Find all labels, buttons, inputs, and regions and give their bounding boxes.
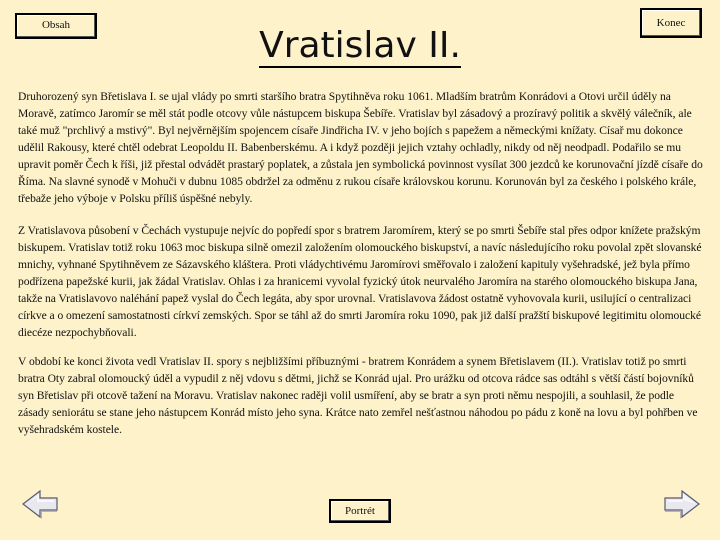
forward-arrow-icon[interactable] bbox=[662, 488, 702, 520]
paragraph-dispute: Z Vratislavova působení v Čechách vystupuje nejvíc do popředí spor s bratrem Jaromírem, který se po smrti Šebíře stal přes odpor knížete pražským biskupem. Vratislav totiž roku 1063 moc biskupa silně omezil založením olomouckého biskupství, a navíc následujícího roku povolal zpět slovanské mnichy, vyhnané Spytihněvem ze Sázavského kláštera. Proti vládychtivému Jaromírovi směřovalo i založení kapituly vyšehradské, jež byla přímo podřízena papežské kurii, jak žádal Vratislav. Ohlas i za hranicemi vyvolal fyzický útok neurvalého Jaromíra na starého olomouckého biskupa Jana, takže na Vratislavovo naléhání papež vyslal do Čech legáta, aby spor urovnal. Vratislavova žádost ostatně vyhovovala kurii, usilující o centralizaci církve a o omezení samostatnosti církví zemských. Spor se táhl až do smrti Jaromíra roku 1090, pak již další pražští biskupové legitimitu olomoucké diecéze nezpochybňovali. bbox=[18, 224, 702, 339]
back-arrow-icon[interactable] bbox=[20, 488, 60, 520]
back-arrow-graphic bbox=[20, 488, 60, 520]
page-title bbox=[0, 24, 720, 68]
portrait-button[interactable]: Portrét bbox=[329, 499, 391, 523]
paragraph-reign: Druhorozený syn Břetislava I. se ujal vlády po smrti staršího bratra Spytihněva roku 1061. Mladším bratrům Konrádovi a Otovi určil úděly na Moravě, zatímco Jaromír se měl stát podle otcovy vůle nástupcem biskupa Šebíře. Vratislav byl zásadový a prozíravý politik a skvělý válečník, ale také muž "prchlivý a mstivý". Byl nejvěrnějším spojencem císaře Jindřicha IV. v jeho bojích s papežem a německými knížaty. Císař mu dokonce udělil Rakousy, které chtěl odebrat Leopoldu II. Babenberskému. A i když později jejich vztahy ochladly, nikdy od něj neodpadl. Podařilo se mu upravit poměr Čech k říši, již přestal odvádět prastarý poplatek, a zůstala jen symbolická povinnost vysílat 300 jezdců ke korunovační jízdě císaře do Říma. Na slavné synodě v Mohuči v dubnu 1085 obdržel za odměnu z rukou císaře královskou korunu. Korunován byl za českého i polského krále, třebaže jeho výboje v Polsku příliš úspěšné nebyly. bbox=[18, 90, 703, 205]
page-title-text: Vratislav II. bbox=[259, 25, 461, 66]
paragraph-late-life: V období ke konci života vedl Vratislav II. spory s nejbližšími příbuznými - bratrem Konrádem a synem Břetislavem (II.). Vratislav totiž po smrti bratra Oty zabral olomoucký úděl a vypudil z něj vdovu s dětmi, jichž se Konrád ujal. Pro urážku od otcova rádce sas odtáhl s větší částí bojovníků syn Břetislav při otcově tažení na Moravu. Vratislav nakonec raději volil usmíření, aby se bratr a syn proti němu nespojili, a souhlasil, že podle zásady seniorátu se stane jeho nástupcem Konrád místo jeho syna. Krátce nato zemřel nešťastnou náhodou po pádu z koně na lovu a byl pohřben ve vyšehradském kostele. bbox=[18, 355, 698, 436]
forward-arrow-graphic bbox=[662, 488, 702, 520]
contents-button[interactable]: Obsah bbox=[15, 13, 97, 39]
end-button[interactable]: Konec bbox=[640, 8, 702, 38]
